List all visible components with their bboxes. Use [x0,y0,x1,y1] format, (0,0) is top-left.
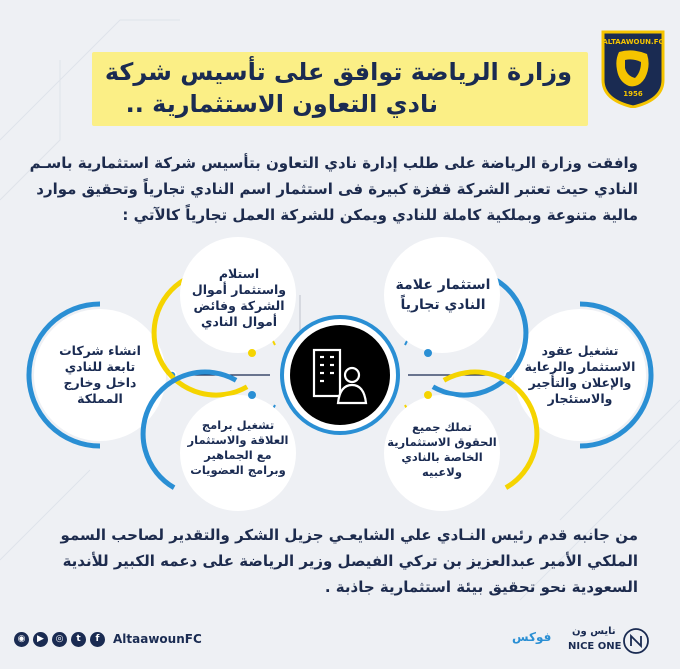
node-text-top-left [183,266,295,330]
node-label: واستثمار أموال [191,282,287,297]
title-line-1: وزارة الرياضة توافق على تأسيس شركة [104,58,572,86]
center-node [282,317,398,433]
svg-text:1956: 1956 [623,90,643,98]
youtube-icon[interactable]: ▶ [33,632,48,647]
node-label: مع الجماهير [204,448,272,462]
instagram-icon[interactable]: ◎ [52,632,67,647]
svg-text:ALTAAWOUN.FC: ALTAAWOUN.FC [602,38,664,46]
node-label: والإعلان والتأجير [528,375,632,390]
closing-line: الملكي الأمير عبدالعزيز بن تركي الفيصل وزير الرياضة على دعمه الكبير للأندية [62,552,638,570]
node-label: النادي تجارياً [400,297,486,313]
node-label: وبرامج العضويات [190,463,286,477]
snapchat-icon[interactable]: ◉ [14,632,29,647]
node-label: تملك جميع [412,420,472,434]
sponsor-niceone-en: NICE ONE [568,641,622,652]
intro-line: النادي حيث تعتبر الشركة قفزة كبيرة فى استثمار اسم النادي تجارياً وتحقيق موارد [36,180,638,198]
node-label: أموال النادي [201,314,277,329]
sponsor-niceone-ar: نايس ون [572,626,616,637]
node-label: استثمار علامة [395,277,491,293]
node-label: انشاء شركات [59,343,141,358]
node-label: تشغيل برامج [201,418,275,432]
node-label: تشغيل عقود [541,343,619,358]
facebook-icon[interactable]: f [90,632,105,647]
node-label: تابعة للنادي [64,359,136,374]
sponsor-foxes: فوكس [512,630,552,644]
node-label: الاستثمار والرعاية [524,359,636,374]
intro-line: مالية متنوعة وبملكية كاملة للنادي ويمكن للشركة العمل تجارياً كالآتي : [122,206,638,224]
node-label: والاستئجار [547,391,613,406]
node-text-left [45,343,155,407]
node-label: الحقوق الاستثمارية [387,435,497,449]
node-label: الخاصة بالنادي [401,450,483,464]
node-label: ولاعبيه [422,465,462,479]
title-banner [92,52,588,126]
closing-paragraph [28,522,638,600]
node-text-bottom-right [382,420,502,480]
node-label: داخل وخارج [63,375,137,390]
social-footer [14,629,202,649]
node-label: العلاقة والاستثمار [187,433,289,447]
social-handle[interactable]: AltaawounFC [113,632,202,646]
node-text-bottom-left [178,418,298,478]
title-line-2: نادي التعاون الاستثمارية .. [125,90,438,118]
node-text-top-right [388,275,498,315]
node-text-right [520,343,640,407]
twitter-icon[interactable]: t [71,632,86,647]
intro-paragraph [28,150,638,228]
club-logo [601,30,665,108]
node-label: الشركة وفائض [193,298,285,313]
node-label: استلام [218,266,260,281]
closing-line: السعودية نحو تحقيق بيئة استثمارية جاذبة . [324,578,638,596]
closing-line: من جانبه قدم رئيس النـادي علي الشايعـي جزيل الشكر والتقدير لصاحب السمو [60,526,638,544]
niceone-logo-icon [622,627,650,655]
intro-line: وافقت وزارة الرياضة على طلب إدارة نادي التعاون بتأسيس شركة استثمارية باسـم [29,154,638,172]
node-label: المملكة [77,391,123,406]
